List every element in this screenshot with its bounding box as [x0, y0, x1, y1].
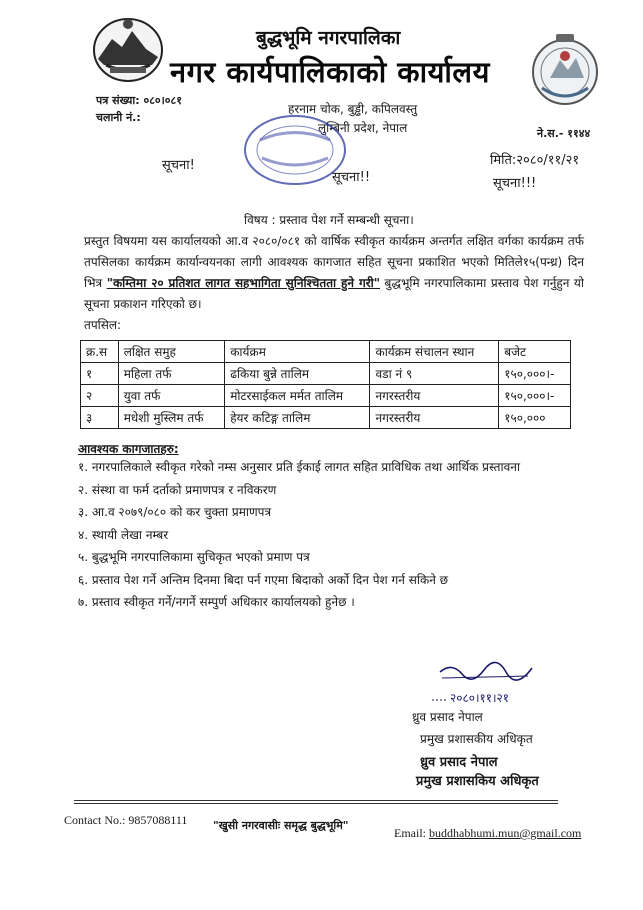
list-item: ७. प्रस्ताव स्वीकृत गर्ने/नगर्ने सम्पुर्ण अधिकार कार्यालयको हुनेछ ।: [78, 595, 355, 609]
office-title: नगर कार्यपालिकाको कार्यालय: [170, 55, 490, 89]
email-line: [394, 826, 581, 841]
table-cell: ढकिया बुन्ने तालिम: [225, 363, 370, 385]
address-line-1: हरनाम चोक, बुड्ढी, कपिलवस्तु: [288, 102, 418, 116]
footer-divider: [74, 800, 558, 801]
body-paragraph: [84, 231, 584, 336]
table-cell: नगरस्तरीय: [370, 407, 499, 429]
table-header-row: [81, 341, 571, 363]
list-item: २. संस्था वा फर्म दर्ताको प्रमाणपत्र र नविकरण: [78, 482, 277, 497]
address-line-2: लुम्बिनी प्रदेश, नेपाल: [318, 121, 408, 135]
dispatch-number: चलानी नं.:: [96, 111, 141, 124]
table-header-cell: लक्षित समुह: [118, 341, 224, 363]
table-cell: ३: [81, 407, 119, 429]
table-cell: २: [81, 385, 119, 407]
notice-heading-middle: सूचना!!: [332, 170, 371, 185]
nepal-sambat-date: ने.स.- ११४४: [537, 127, 591, 140]
email-label: Email:: [394, 826, 429, 840]
table-cell: महिला तर्फ: [118, 363, 224, 385]
table-cell: मधेशी मुस्लिम तर्फ: [118, 407, 224, 429]
table-cell: १५०,०००: [499, 407, 571, 429]
tapsil-label: तपसिल:: [84, 318, 122, 332]
handwritten-signature: [432, 660, 552, 710]
reference-number: पत्र संख्या: ०८०।०८१: [96, 94, 182, 107]
table-header-cell: क्र.स: [81, 341, 119, 363]
table-cell: १: [81, 363, 119, 385]
slogan: "खुसी नगरवासीः समृद्ध बुद्धभूमि": [213, 819, 349, 832]
notice-heading-right: सूचना!!!: [493, 176, 537, 191]
required-documents-heading: आवश्यक कागजातहरु:: [78, 442, 179, 456]
program-table: [80, 340, 571, 429]
table-header-cell: बजेट: [499, 341, 571, 363]
list-item: ६. प्रस्ताव पेश गर्ने अन्तिम दिनमा बिदा पर्न गएमा बिदाको अर्को दिन पेश गर्न सकिने छ: [78, 572, 449, 587]
subject-line: विषय : प्रस्ताव पेश गर्ने सम्बन्धी सूचना।: [244, 213, 414, 227]
body-text-part2: बुद्धभूमि नगरपालिकामा प्रस्ताव पेश गर्नुहुन यो सूचना प्रकाशन गरिएको छ।: [84, 276, 585, 311]
municipality-name: बुद्धभूमि नगरपालिका: [256, 27, 401, 49]
table-cell: १५०,०००।-: [499, 385, 571, 407]
nepal-emblem-logo: [92, 15, 164, 85]
table-cell: युवा तर्फ: [118, 385, 224, 407]
required-documents-list: [78, 456, 608, 614]
list-item: १. नगरपालिकाले स्वीकृत गरेको नम्स अनुसार प्रति ईकाई लागत सहित प्राविधिक तथा आर्थिक प्रस्तावना: [78, 460, 521, 474]
handwritten-date: २०८०।११।२१: [450, 691, 510, 705]
list-item: ४. स्थायी लेखा नम्बर: [78, 527, 169, 542]
body-highlight: "कम्तिमा २० प्रतिशत लागत सहभागिता सुनिश्चितता हुने गरी": [106, 276, 380, 290]
table-cell: मोटरसाईकल मर्मत तालिम: [225, 385, 370, 407]
table-header-cell: कार्यक्रम: [225, 341, 370, 363]
email-link[interactable]: buddhabhumi.mun@gmail.com: [429, 826, 582, 840]
contact-number: Contact No.: 9857088111: [64, 813, 188, 827]
table-row: [81, 385, 571, 407]
list-item: ५. बुद्धभूमि नगरपालिकामा सुचिकृत भएको प्रमाण पत्र: [78, 550, 310, 564]
municipality-seal-logo: [530, 30, 600, 110]
footer-divider: [74, 803, 558, 804]
table-cell: वडा नं ९: [370, 363, 499, 385]
table-cell: १५०,०००।-: [499, 363, 571, 385]
letter-date: मिति:२०८०/११/२१: [490, 153, 580, 168]
table-header-cell: कार्यक्रम संचालन स्थान: [370, 341, 499, 363]
list-item: ३. आ.व २०७९/०८० को कर चुक्ता प्रमाणपत्र: [78, 505, 272, 519]
table-row: [81, 407, 571, 429]
notice-heading-left: सूचना!: [162, 158, 195, 173]
table-cell: नगरस्तरीय: [370, 385, 499, 407]
signatory-stamp-name: ध्रुव प्रसाद नेपाल: [420, 755, 498, 770]
body-text-part1: प्रस्तुत विषयमा यस कार्यालयको आ.व २०८०/०८१ को वार्षिक स्वीकृत कार्यक्रम अन्तर्गत लक्षित वर्गका कार्यक्रम तर्फ तपसिलका कार्यक्रम कार्यान्वयनका लागी आवश्यक कागजात सहित सूचना प्रकाशित भएको मितिले१५(पन्ध्र) दिन भित्र: [84, 234, 585, 290]
table-cell: हेयर कटिङ्ग तालिम: [225, 407, 370, 429]
signatory-name: ध्रुव प्रसाद नेपाल: [412, 710, 483, 724]
signatory-title: प्रमुख प्रशासकीय अधिकृत: [420, 732, 533, 746]
signatory-stamp-title: प्रमुख प्रशासकिय अधिकृत: [416, 774, 539, 789]
table-row: [81, 363, 571, 385]
